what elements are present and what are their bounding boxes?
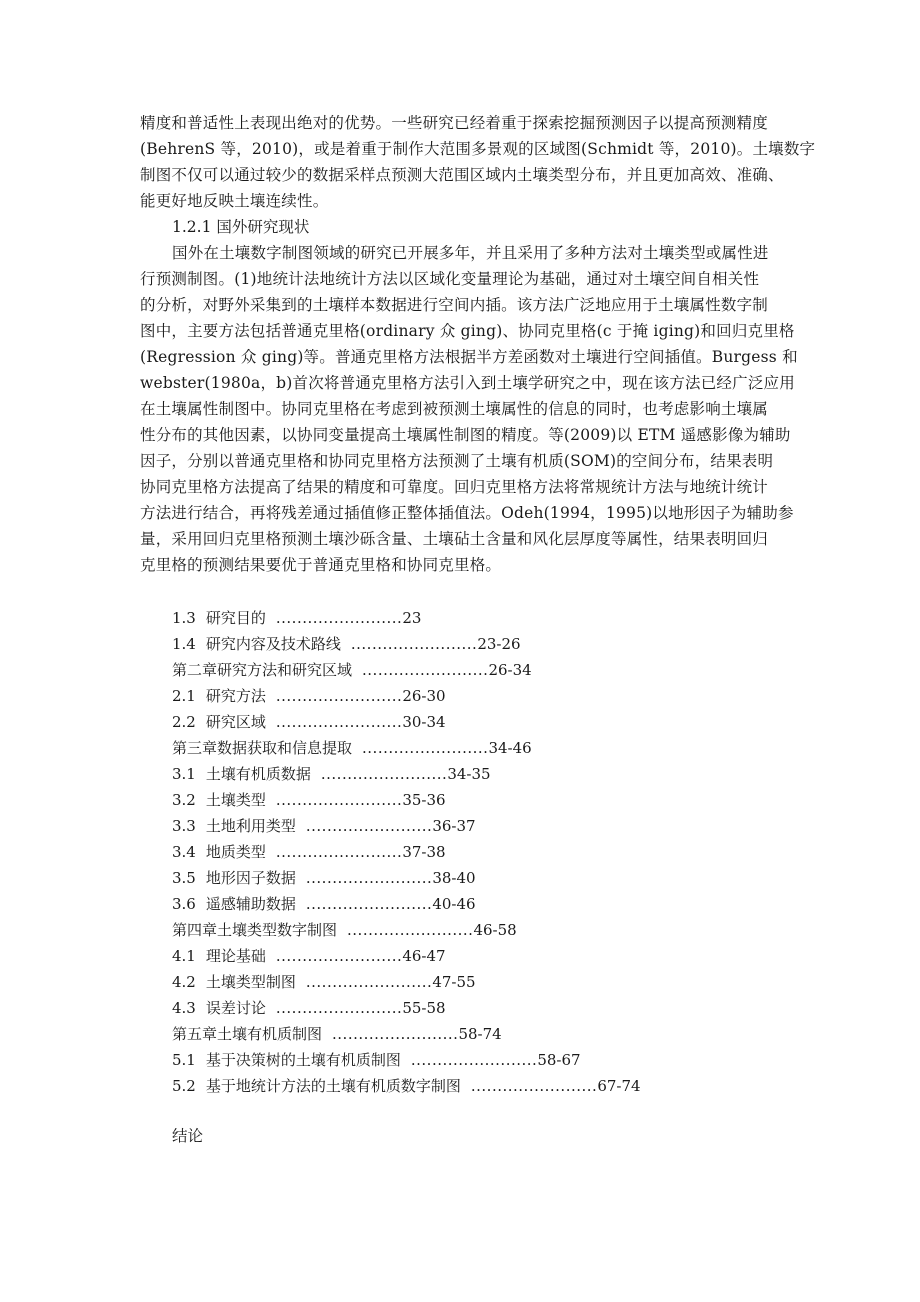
toc-title: 土壤有机质数据 (205, 765, 311, 783)
toc-entry[interactable] (172, 683, 780, 709)
toc-entry[interactable] (172, 631, 780, 657)
paragraph-line: 在土壤属性制图中。协同克里格在考虑到被预测土壤属性的信息的同时，也考虑影响土壤属 (140, 400, 769, 418)
toc-pages: 67-74 (597, 1077, 641, 1095)
paragraph-line: 制图不仅可以通过较少的数据采样点预测大范围区域内土壤类型分布，并且更加高效、准确、 (140, 166, 784, 184)
toc-leader: ........................ (275, 843, 403, 861)
toc-pages: 46-47 (402, 947, 446, 965)
toc-chapter-entry[interactable] (172, 657, 780, 683)
toc-entry[interactable] (172, 943, 780, 969)
toc-number: 2.1 (172, 687, 196, 705)
toc-pages: 37-38 (402, 843, 446, 861)
toc-chapter-entry[interactable] (172, 1021, 780, 1047)
toc-pages: 30-34 (402, 713, 446, 731)
paragraph-line: 克里格的预测结果要优于普通克里格和协同克里格。 (140, 556, 502, 574)
toc-title: 土壤类型制图 (205, 973, 296, 991)
toc-title: 土壤类型 (205, 791, 266, 809)
toc-number: 4.2 (172, 973, 196, 991)
toc-leader: ........................ (275, 687, 403, 705)
paragraph-line: 方法进行结合，再将残差通过插值修正整体插值法。Odeh(1994，1995)以地形因子为辅助参 (140, 504, 794, 522)
paragraph-line: 国外在土壤数字制图领域的研究已开展多年，并且采用了多种方法对土壤类型或属性进 (172, 244, 769, 262)
toc-pages: 23 (402, 609, 422, 627)
toc-number: 1.3 (172, 609, 196, 627)
toc-title: 研究目的 (205, 609, 266, 627)
toc-number: 2.2 (172, 713, 196, 731)
paragraph-line: 性分布的其他因素，以协同变量提高土壤属性制图的精度。等(2009)以 ETM 遥感影像为辅助 (140, 426, 791, 444)
table-of-contents (140, 605, 780, 1099)
toc-pages: 58-74 (458, 1025, 502, 1043)
toc-pages: 46-58 (473, 921, 517, 939)
toc-chapter-entry[interactable] (172, 735, 780, 761)
section-heading: 1.2.1 国外研究现状 (172, 218, 310, 236)
toc-chapter-entry[interactable] (172, 917, 780, 943)
toc-title: 研究方法 (205, 687, 266, 705)
toc-number: 5.2 (172, 1077, 196, 1095)
toc-leader: ........................ (410, 1051, 538, 1069)
toc-leader: ........................ (305, 895, 433, 913)
toc-title: 基于决策树的土壤有机质制图 (205, 1051, 401, 1069)
toc-entry[interactable] (172, 709, 780, 735)
toc-leader: ........................ (305, 973, 433, 991)
toc-title: 第五章土壤有机质制图 (172, 1025, 323, 1043)
toc-pages: 38-40 (432, 869, 476, 887)
toc-pages: 36-37 (432, 817, 476, 835)
toc-number: 1.4 (172, 635, 196, 653)
toc-title: 遥感辅助数据 (205, 895, 296, 913)
toc-number: 3.3 (172, 817, 196, 835)
toc-pages: 26-30 (402, 687, 446, 705)
toc-leader: ........................ (320, 765, 448, 783)
toc-title: 第三章数据获取和信息提取 (172, 739, 353, 757)
toc-number: 3.5 (172, 869, 196, 887)
toc-pages: 40-46 (432, 895, 476, 913)
toc-leader: ........................ (275, 713, 403, 731)
toc-title: 理论基础 (205, 947, 266, 965)
toc-pages: 55-58 (402, 999, 446, 1017)
toc-title: 地形因子数据 (205, 869, 296, 887)
toc-leader: ........................ (305, 817, 433, 835)
paragraph-line: 能更好地反映土壤连续性。 (140, 192, 329, 210)
document-page (140, 110, 816, 1149)
paragraph-line: 图中，主要方法包括普通克里格(ordinary 众 ging)、协同克里格(c 于掩 iging)和回归克里格 (140, 322, 795, 340)
toc-number: 4.3 (172, 999, 196, 1017)
toc-number: 3.6 (172, 895, 196, 913)
toc-leader: ........................ (275, 791, 403, 809)
paragraph-line: (Regression 众 ging)等。普通克里格方法根据半方差函数对土壤进行空间插值。Burgess 和 (140, 348, 798, 366)
intro-paragraph (140, 110, 816, 214)
toc-pages: 23-26 (477, 635, 521, 653)
toc-entry[interactable] (172, 969, 780, 995)
body-paragraph (140, 240, 798, 578)
paragraph-line: 精度和普适性上表现出绝对的优势。一些研究已经着重于探索挖掘预测因子以提高预测精度 (140, 114, 769, 132)
toc-pages: 35-36 (402, 791, 446, 809)
toc-title: 第二章研究方法和研究区域 (172, 661, 353, 679)
toc-leader: ........................ (305, 869, 433, 887)
toc-leader: ........................ (332, 1025, 459, 1043)
toc-title: 基于地统计方法的土壤有机质数字制图 (205, 1077, 461, 1095)
toc-entry[interactable] (172, 1073, 780, 1099)
paragraph-line: (BehrenS 等，2010)，或是着重于制作大范围多景观的区域图(Schmidt 等，2010)。土壤数字 (140, 140, 816, 158)
toc-title: 土地利用类型 (205, 817, 296, 835)
toc-number: 5.1 (172, 1051, 196, 1069)
toc-entry[interactable] (172, 839, 780, 865)
paragraph-line: 量，采用回归克里格预测土壤沙砾含量、土壤砧土含量和风化层厚度等属性，结果表明回归 (140, 530, 769, 548)
toc-title: 第四章土壤类型数字制图 (172, 921, 338, 939)
toc-entry[interactable] (172, 787, 780, 813)
toc-leader: ........................ (275, 999, 403, 1017)
toc-entry[interactable] (172, 605, 780, 631)
paragraph-line: 行预测制图。(1)地统计法地统计方法以区域化变量理论为基础，通过对土壤空间自相关性 (140, 270, 760, 288)
paragraph-line: 协同克里格方法提高了结果的精度和可靠度。回归克里格方法将常规统计方法与地统计统计 (140, 478, 769, 496)
toc-number: 3.4 (172, 843, 196, 861)
toc-leader: ........................ (275, 609, 403, 627)
toc-pages: 34-46 (488, 739, 532, 757)
toc-entry[interactable] (172, 891, 780, 917)
toc-leader: ........................ (362, 739, 489, 757)
paragraph-line: webster(1980a，b)首次将普通克里格方法引入到土壤学研究之中，现在该方法已经广泛应用 (140, 374, 795, 392)
toc-entry[interactable] (172, 995, 780, 1021)
toc-title: 研究内容及技术路线 (205, 635, 341, 653)
toc-entry[interactable] (172, 813, 780, 839)
toc-number: 4.1 (172, 947, 196, 965)
toc-title: 研究区域 (205, 713, 266, 731)
toc-leader: ........................ (275, 947, 403, 965)
toc-title: 误差讨论 (205, 999, 266, 1017)
toc-leader: ........................ (350, 635, 478, 653)
toc-pages: 34-35 (447, 765, 491, 783)
toc-entry[interactable] (172, 1047, 780, 1073)
toc-number: 3.1 (172, 765, 196, 783)
toc-title: 地质类型 (205, 843, 266, 861)
toc-number: 3.2 (172, 791, 196, 809)
toc-leader: ........................ (470, 1077, 598, 1095)
toc-pages: 47-55 (432, 973, 476, 991)
toc-pages: 58-67 (537, 1051, 581, 1069)
toc-leader: ........................ (362, 661, 489, 679)
conclusion-heading: 结论 (172, 1127, 204, 1145)
toc-pages: 26-34 (488, 661, 532, 679)
toc-leader: ........................ (347, 921, 474, 939)
paragraph-line: 的分析，对野外采集到的土壤样本数据进行空间内插。该方法广泛地应用于土壤属性数字制 (140, 296, 769, 314)
paragraph-line: 因子，分别以普通克里格和协同克里格方法预测了土壤有机质(SOM)的空间分布，结果表明 (140, 452, 774, 470)
toc-entry[interactable] (172, 761, 780, 787)
toc-entry[interactable] (172, 865, 780, 891)
